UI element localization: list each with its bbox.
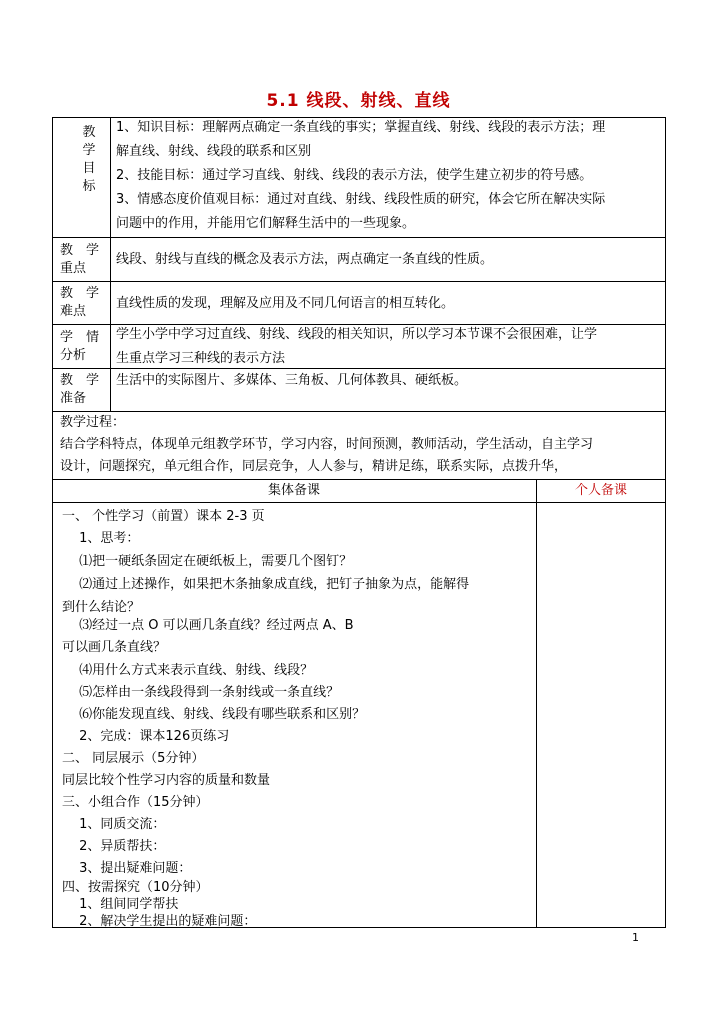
body-line: ⑵通过上述操作，如果把木条抽象成直线，把钉子抽象为点，能解得 xyxy=(62,577,470,592)
process-section: 教学过程： 结合学科特点，体现单元组教学环节，学习内容，时间预测，教师活动，学生活动，自主学习 设计，问题探究，单元组合作，同层竞争，人人参与，精讲足练，联系实际，点拨升华， xyxy=(60,415,594,474)
body-line: 3、提出疑难问题： xyxy=(62,861,192,876)
row-label-objectives: 教 学 目 标 xyxy=(82,125,96,194)
personal-prep-header: 个人备课 xyxy=(574,483,627,498)
row-label-preparation: 教 学 准备 xyxy=(60,373,100,406)
preparation-content: 生活中的实际图片、多媒体、三角板、几何体教具、硬纸板。 xyxy=(116,373,468,388)
body-line: ⑸怎样由一条线段得到一条射线或一条直线？ xyxy=(62,685,340,700)
body-line: ⑶经过一点 O 可以画几条直线？经过两点 A、B xyxy=(62,618,354,633)
body-line: 1、组间同学帮扶 xyxy=(62,897,179,912)
body-line: 四、按需探究（10分钟） xyxy=(62,880,209,895)
body-line: 二、 同层展示（5分钟） xyxy=(62,751,205,766)
body-line: 1、思考： xyxy=(62,531,140,546)
body-line: 1、同质交流： xyxy=(62,817,166,832)
page-title: 5.1 线段、射线、直线 xyxy=(266,91,451,111)
body-line: 2、解决学生提出的疑难问题： xyxy=(62,914,257,929)
body-line: ⑷用什么方式来表示直线、射线、线段？ xyxy=(62,663,314,678)
row-label-difficulties: 教 学 难点 xyxy=(60,286,100,319)
objectives-content: 1、知识目标：理解两点确定一条直线的事实；掌握直线、射线、线段的表示方法；理 解直线、射线、线段的联系和区别 2、技能目标：通过学习直线、射线、线段的表示方法，使学生建立初步的符号感。 3、情感态度价值观目标：通过对直线、射线、线段性质的研究，体会它所在解决实际 问题中的作用，并能用它们解释生活中的一些现象。 xyxy=(116,120,606,231)
analysis-content: 学生小学中学习过直线、射线、线段的相关知识，所以学习本节课不会很困难，让学 生重点学习三种线的表示方法 xyxy=(116,327,598,366)
body-line: 到什么结论？ xyxy=(62,600,141,615)
body-line: ⑹你能发现直线、射线、线段有哪些联系和区别？ xyxy=(62,707,366,722)
difficulties-content: 直线性质的发现，理解及应用及不同几何语言的相互转化。 xyxy=(116,296,455,311)
body-line: ⑴把一硬纸条固定在硬纸板上，需要几个图钉？ xyxy=(62,554,353,569)
collective-prep-header: 集体备课 xyxy=(267,483,320,498)
key-points-content: 线段、射线与直线的概念及表示方法，两点确定一条直线的性质。 xyxy=(116,252,494,267)
body-line: 2、完成：课本126页练习 xyxy=(62,729,230,744)
page-number: 1 xyxy=(632,931,639,944)
row-label-key-points: 教 学 重点 xyxy=(60,243,100,276)
body-line: 同层比较个性学习内容的质量和数量 xyxy=(62,773,271,788)
row-label-analysis: 学 情 分析 xyxy=(60,330,100,363)
body-line: 2、异质帮扶： xyxy=(62,839,166,854)
body-line: 可以画几条直线？ xyxy=(62,640,167,655)
body-line: 一、 个性学习（前置）课本 2-3 页 xyxy=(62,509,265,524)
body-line: 三、小组合作（15分钟） xyxy=(62,795,209,810)
